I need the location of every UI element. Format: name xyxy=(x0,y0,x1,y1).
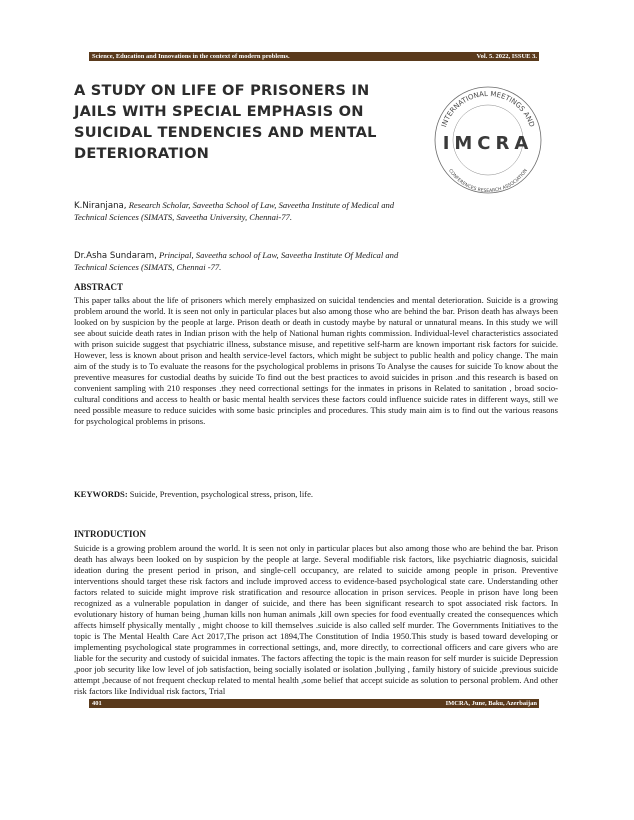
footer-publisher: IMCRA, June, Baku, Azerbaijan xyxy=(445,700,537,707)
journal-header-bar xyxy=(89,52,539,61)
author-block-2 xyxy=(74,250,404,273)
logo-ring-top: INTERNATIONAL MEETINGS AND xyxy=(440,89,536,129)
page-number: 401 xyxy=(92,700,102,707)
svg-text:CONFERENCES RESEARCH ASSOCIATI xyxy=(447,168,529,194)
author-affiliation: Principal, Saveetha school of Law, Saveetha Institute Of Medical and Technical Sciences (SIMATS, Chennai -77. xyxy=(74,250,399,272)
keywords-label: KEYWORDS: xyxy=(74,489,128,499)
journal-issue: Vol. 5. 2022, ISSUE 3. xyxy=(476,53,537,60)
paper-title: A STUDY ON LIFE OF PRISONERS IN JAILS WITH SPECIAL EMPHASIS ON SUICIDAL TENDENCIES AND MENTAL DETERIORATION xyxy=(74,82,377,162)
author-name: K.Niranjana, xyxy=(74,201,127,211)
abstract-heading: ABSTRACT xyxy=(74,282,124,292)
introduction-heading: INTRODUCTION xyxy=(74,529,147,539)
imcra-seal-icon xyxy=(428,80,548,200)
introduction-text: Suicide is a growing problem around the world. It is seen not only in particular places but also among those who are behind the bar. Prison death has always been looked on by suspicion by the people at large. Several modifiable risk factors, like psychiatric diagnosis, suicidal ideation during the present period in prison, and single-cell occupancy, are related to suicide among people in prison. Preventive interventions should target these risk factors and include improved access to evidence-based psychological state care. Understanding other factors related to suicide might improve risk stratification and resource allocation in prison services. People in prison have long been recognized as a vulnerable population in danger of suicide, and there has been significant research to spot associated risk factors. In evolutionary history of human being ,human kills non human animals ,kill own species for food eventually created the consequences which affects himself physically mentally , might choose to kill themselves .suicide is also called self murder. The Governments Initiatives to the topic is The Mental Health Care Act 2017,The prison act 1894,The Constitution of India 1950.This study is based toward developing or implementing psychological state programmes in correctional settings, and, more directly, to correctional officers and care givers who are liable for the security and custody of suicidal inmates. The factors affecting the topic is the main reason for self murder is suicide Depression ,poor job security like low level of job satisfaction, being socially isolated or isolation ,bullying , family history of suicide ,previous suicide attempt ,because of not frequent checkup related to mental health ,some belief that accept suicide as solution to personal problem. And other risk factors like Individual risk factors, Trial xyxy=(74,543,558,696)
keywords-text: Suicide, Prevention, psychological stress, prison, life. xyxy=(127,489,314,499)
abstract-text: This paper talks about the life of prisoners which merely emphasized on suicidal tendencies and mental deterioration. Suicide is a growing problem around the world. It is seen not only in particular places but also among those who are behind the bar. Prison death has always been looked on by suspicion by the people at large. Prison death or death in custody maybe by natural or unnatural means. In this study we will see about suicide death rates in Indian prison with the help of National human rights commission. Individual-level characteristics associated with prison suicide suggest that psychiatric illness, substance misuse, and repetitive self-harm are known important risk factors for suicide. However, less is known about prison and health service-level factors, which might be subject to public health and policy change. The main aim of the study is to To evaluate the reasons for the psychological problems in prisons To Analyse the causes for suicide To know about the preventive measures for custodial deaths by suicide To find out the best practices to avoid suicides in prison .and this research is based on convenient sampling with 210 responses .they need correctional settings for the inmates in prisons in Related to sanitation , broad socio-cultural conditions and access to health or basic mental health services these factors could influence suicide rates in different ways, still we need possible measure to reduce suicides with some basic principles and procedures. This study main aim is to find out the various reasons for psychological problems in prisons. xyxy=(74,295,558,426)
imcra-logo xyxy=(428,80,548,200)
logo-name: IMCRA xyxy=(442,133,534,154)
journal-name: Science, Education and Innovations in the context of modern problems. xyxy=(92,53,290,60)
author-block-1 xyxy=(74,200,404,223)
svg-text:INTERNATIONAL MEETINGS AND xyxy=(440,90,536,128)
author-affiliation: Research Scholar, Saveetha School of Law, Saveetha Institute of Medical and Technical Sciences (SIMATS, Saveetha University, Chennai-77. xyxy=(74,200,395,222)
logo-ring-bottom: CONFERENCES RESEARCH ASSOCIATION xyxy=(447,168,529,194)
author-name: Dr.Asha Sundaram, xyxy=(74,251,157,261)
keywords-line xyxy=(74,489,558,500)
page-footer-bar xyxy=(89,699,539,708)
